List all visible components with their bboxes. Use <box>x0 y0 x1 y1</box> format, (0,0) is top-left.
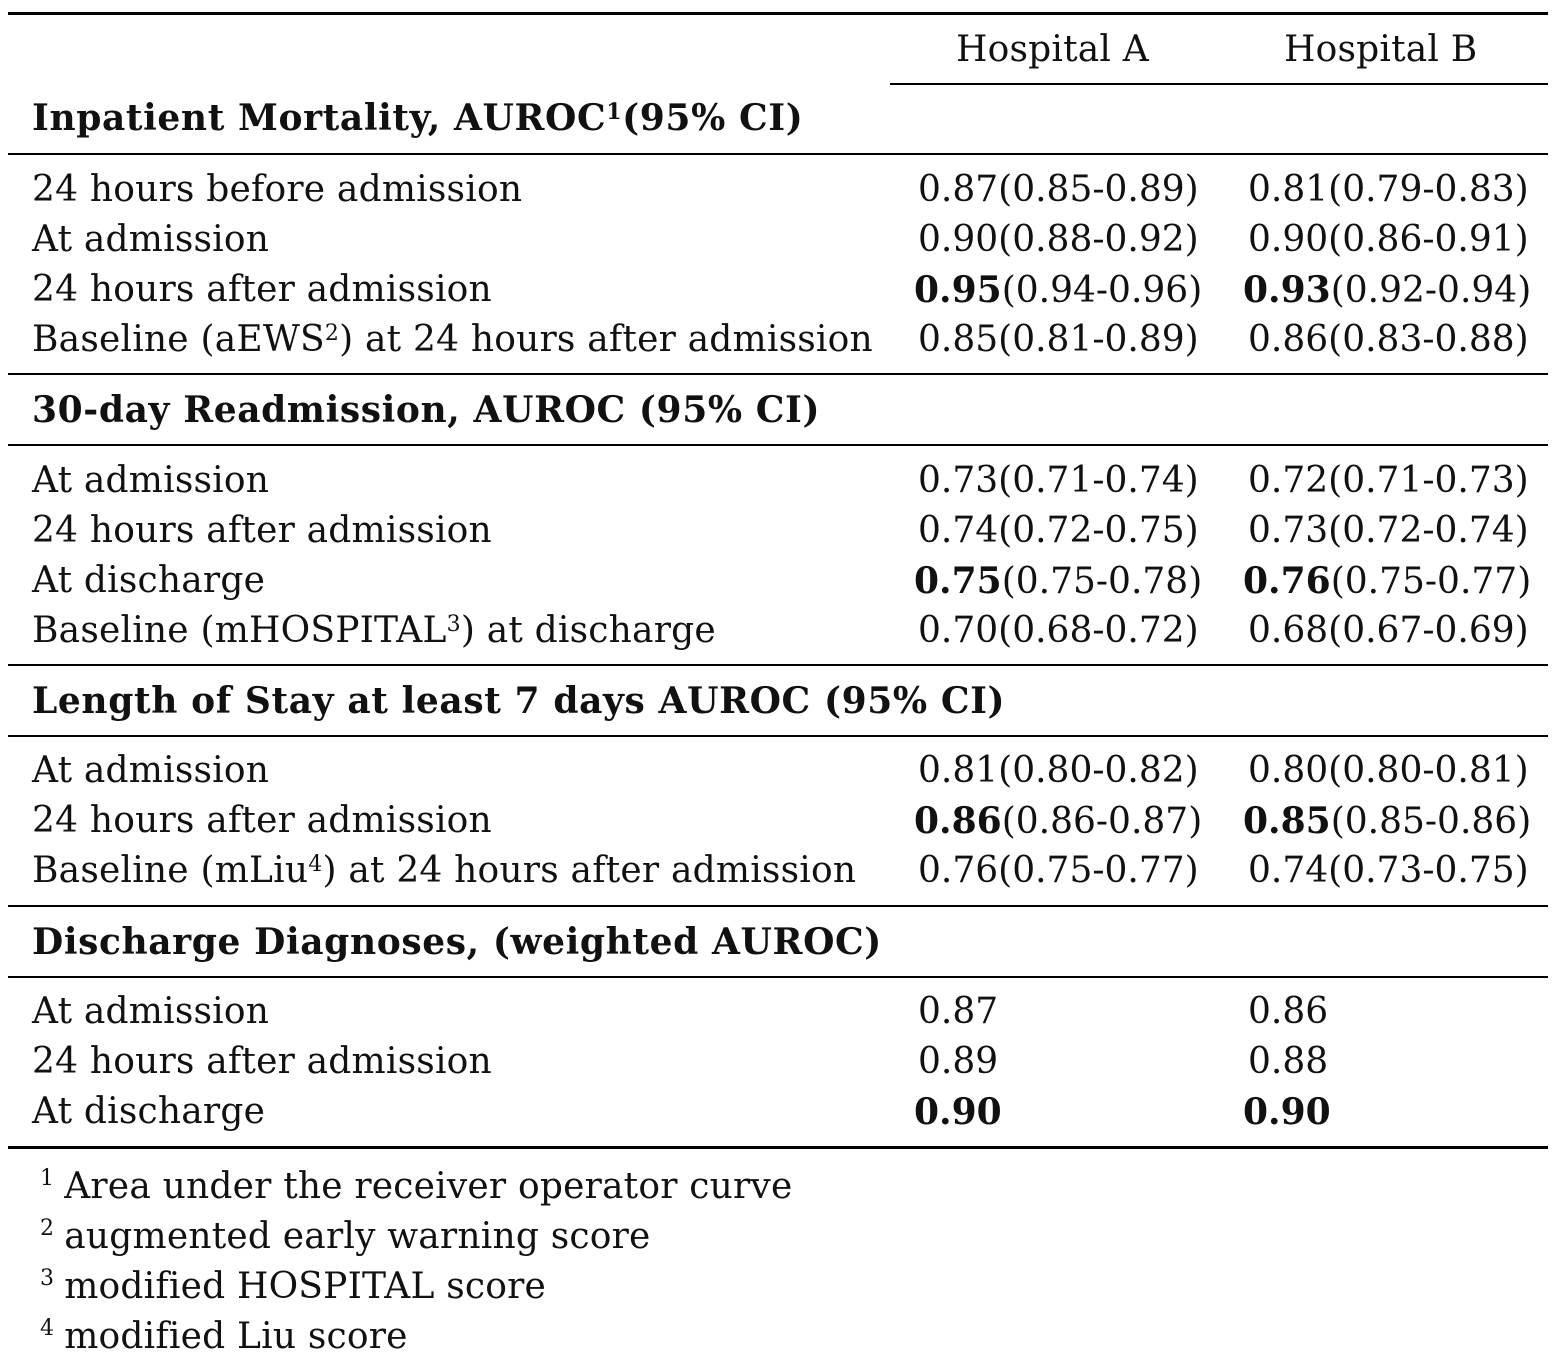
section-title-readmission: 30-day Readmission, AUROC (95% CI) <box>32 389 821 431</box>
value-hospital-a: 0.95(0.94-0.96) <box>914 269 1203 311</box>
section-1-underline <box>8 153 1548 155</box>
value-hospital-b: 0.80(0.80-0.81) <box>1248 750 1529 791</box>
row-label: At discharge <box>32 560 266 601</box>
section-3-bottom-rule <box>8 905 1548 907</box>
value-hospital-a: 0.81(0.80-0.82) <box>918 750 1199 791</box>
value-hospital-a: 0.70(0.68-0.72) <box>918 610 1199 651</box>
value-hospital-b: 0.72(0.71-0.73) <box>1248 460 1529 501</box>
footnote: $^4$ modified Liu score <box>40 1316 408 1357</box>
value-hospital-b: 0.85(0.85-0.86) <box>1243 800 1532 842</box>
value-hospital-a: 0.85(0.81-0.89) <box>918 319 1199 360</box>
value-hospital-b: 0.68(0.67-0.69) <box>1248 610 1529 651</box>
value-hospital-a: 0.86(0.86-0.87) <box>914 800 1203 842</box>
value-hospital-b: 0.86 <box>1248 991 1329 1032</box>
value-hospital-b: 0.76(0.75-0.77) <box>1243 560 1532 602</box>
section-title-inpatient-mortality: Inpatient Mortality, AUROC$^1$(95% CI) <box>32 97 804 139</box>
value-hospital-b: 0.81(0.79-0.83) <box>1248 169 1529 210</box>
footnote: $^1$ Area under the receiver operator curve <box>40 1166 793 1207</box>
value-hospital-a: 0.90 <box>914 1091 1002 1133</box>
row-label: Baseline (mLiu$^4$) at 24 hours after admission <box>32 850 857 891</box>
value-hospital-b: 0.93(0.92-0.94) <box>1243 269 1532 311</box>
value-hospital-b: 0.74(0.73-0.75) <box>1248 850 1529 891</box>
value-hospital-b: 0.90(0.86-0.91) <box>1248 219 1529 260</box>
value-hospital-b: 0.73(0.72-0.74) <box>1248 510 1529 551</box>
column-header-hospital-b: Hospital B <box>1284 29 1478 70</box>
value-hospital-a: 0.76(0.75-0.77) <box>918 850 1199 891</box>
value-hospital-a: 0.87(0.85-0.89) <box>918 169 1199 210</box>
value-hospital-b: 0.86(0.83-0.88) <box>1248 319 1529 360</box>
row-label: Baseline (mHOSPITAL$^3$) at discharge <box>32 610 716 651</box>
row-label: At admission <box>32 750 270 791</box>
footnote: $^3$ modified HOSPITAL score <box>40 1266 547 1307</box>
footnote: $^2$ augmented early warning score <box>40 1216 651 1257</box>
header-underline <box>890 83 1548 85</box>
row-label: 24 hours after admission <box>32 1041 492 1082</box>
section-title-length-of-stay: Length of Stay at least 7 days AUROC (95% CI) <box>32 680 1006 722</box>
value-hospital-b: 0.90 <box>1243 1091 1331 1133</box>
value-hospital-a: 0.73(0.71-0.74) <box>918 460 1199 501</box>
value-hospital-a: 0.87 <box>918 991 999 1032</box>
row-label: 24 hours after admission <box>32 800 492 841</box>
section-title-discharge-diagnoses: Discharge Diagnoses, (weighted AUROC) <box>32 921 882 963</box>
row-label: 24 hours after admission <box>32 510 492 551</box>
value-hospital-b: 0.88 <box>1248 1041 1329 1082</box>
row-label: At discharge <box>32 1091 266 1132</box>
value-hospital-a: 0.90(0.88-0.92) <box>918 219 1199 260</box>
value-hospital-a: 0.75(0.75-0.78) <box>914 560 1203 602</box>
value-hospital-a: 0.89 <box>918 1041 999 1082</box>
row-label: At admission <box>32 219 270 260</box>
row-label: 24 hours after admission <box>32 269 492 310</box>
section-3-underline <box>8 735 1548 737</box>
value-hospital-a: 0.74(0.72-0.75) <box>918 510 1199 551</box>
top-rule <box>8 12 1548 15</box>
row-label: At admission <box>32 991 270 1032</box>
section-4-underline <box>8 976 1548 978</box>
row-label: At admission <box>32 460 270 501</box>
section-2-underline <box>8 444 1548 446</box>
column-header-hospital-a: Hospital A <box>956 29 1149 70</box>
row-label: 24 hours before admission <box>32 169 523 210</box>
section-1-bottom-rule <box>8 373 1548 375</box>
bottom-rule <box>8 1146 1548 1149</box>
section-2-bottom-rule <box>8 664 1548 666</box>
row-label: Baseline (aEWS$^2$) at 24 hours after admission <box>32 319 873 360</box>
